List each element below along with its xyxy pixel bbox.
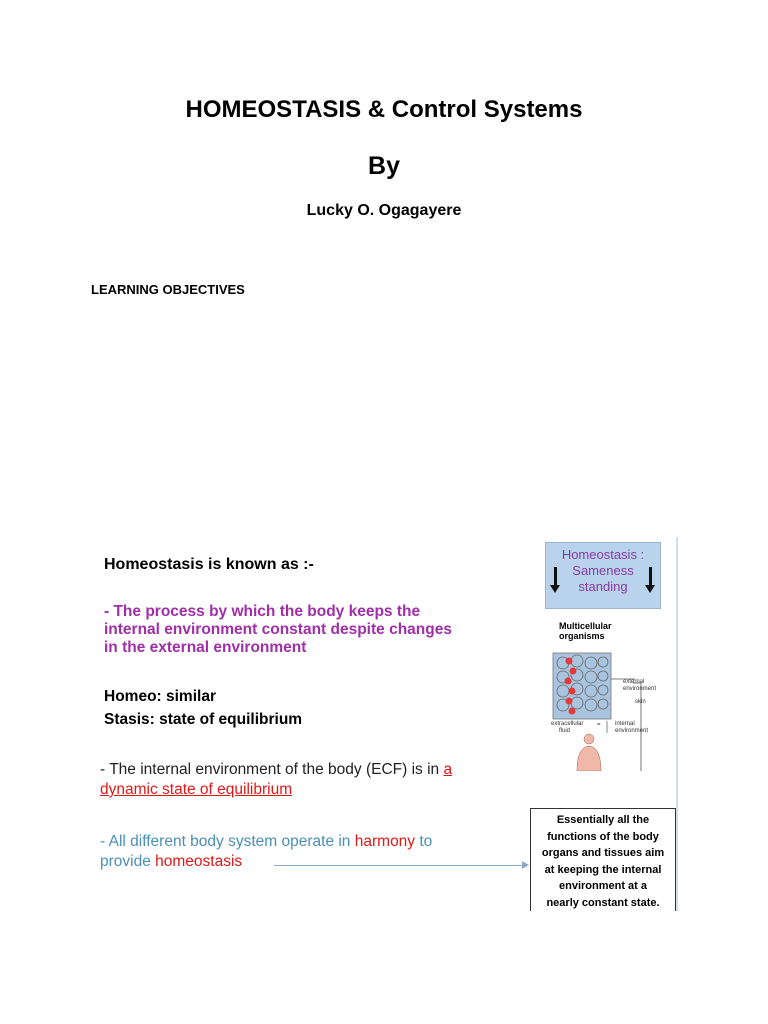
slide-image xyxy=(86,537,678,911)
arrow-down-icon xyxy=(554,567,557,587)
homeo-meaning: Homeo: similar xyxy=(104,688,216,705)
connector-arrow-line xyxy=(274,865,526,866)
note-line: organs and tissues aim xyxy=(541,847,665,859)
multicellular-diagram xyxy=(547,617,661,771)
homeostasis-definition xyxy=(104,603,452,657)
label-line: environment xyxy=(615,728,649,734)
skin-label: skin xyxy=(635,699,646,705)
diagram-title-line: Multicellular xyxy=(559,621,612,631)
slide-edge xyxy=(676,537,678,911)
definition-line: internal environment constant despite changes xyxy=(104,621,452,638)
note-line: at keeping the internal xyxy=(544,863,662,876)
document-author: Lucky O. Ogagayere xyxy=(306,202,462,219)
box-line: standing xyxy=(578,579,628,594)
box-line: Sameness xyxy=(572,563,634,578)
label-line: environment xyxy=(623,686,657,692)
ecf-highlight: a xyxy=(443,761,453,778)
extracellular-label xyxy=(551,721,583,735)
cells-illustration xyxy=(547,617,661,771)
ecf-statement xyxy=(100,760,452,800)
document-title: HOMEOSTASIS & Control Systems xyxy=(185,96,583,123)
stasis-meaning: Stasis: state of equilibrium xyxy=(104,711,303,728)
homeostasis-highlight: homeostasis xyxy=(155,853,243,870)
label-line: extracellular xyxy=(551,721,584,727)
harmony-text: - All different body system operate in xyxy=(100,833,355,850)
equals-label: = xyxy=(597,722,601,728)
diagram-title-line: organisms xyxy=(559,631,605,641)
provide-text: provide xyxy=(100,853,156,870)
label-line: external xyxy=(623,679,645,685)
note-line: environment at a xyxy=(558,880,648,892)
functions-note-box xyxy=(530,808,676,911)
arrow-down-icon xyxy=(649,567,652,587)
harmony-text: to xyxy=(415,833,433,850)
internal-label xyxy=(615,721,648,735)
harmony-statement xyxy=(100,832,432,872)
slide-heading: Homeostasis is known as :- xyxy=(104,556,314,573)
box-line: Homeostasis : xyxy=(561,547,645,562)
note-line: Essentially all the xyxy=(556,814,650,826)
ecf-highlight: dynamic state of equilibrium xyxy=(100,781,293,798)
harmony-highlight: harmony xyxy=(354,833,416,850)
external-label xyxy=(623,679,656,693)
note-line: functions of the body xyxy=(547,830,659,843)
note-line: nearly constant state. xyxy=(546,896,660,909)
definition-line: - The process by which the body keeps the xyxy=(104,603,421,620)
document-by-line: By xyxy=(368,152,400,180)
definition-line: in the external environment xyxy=(104,639,307,656)
ecf-text: - The internal environment of the body (ECF) is in xyxy=(100,761,444,778)
label-line: fluid xyxy=(559,728,571,734)
arrow-right-icon xyxy=(522,861,529,869)
learning-objectives-heading: LEARNING OBJECTIVES xyxy=(91,282,245,297)
homeostasis-meaning-box xyxy=(545,542,661,609)
label-line: internal xyxy=(615,721,635,727)
